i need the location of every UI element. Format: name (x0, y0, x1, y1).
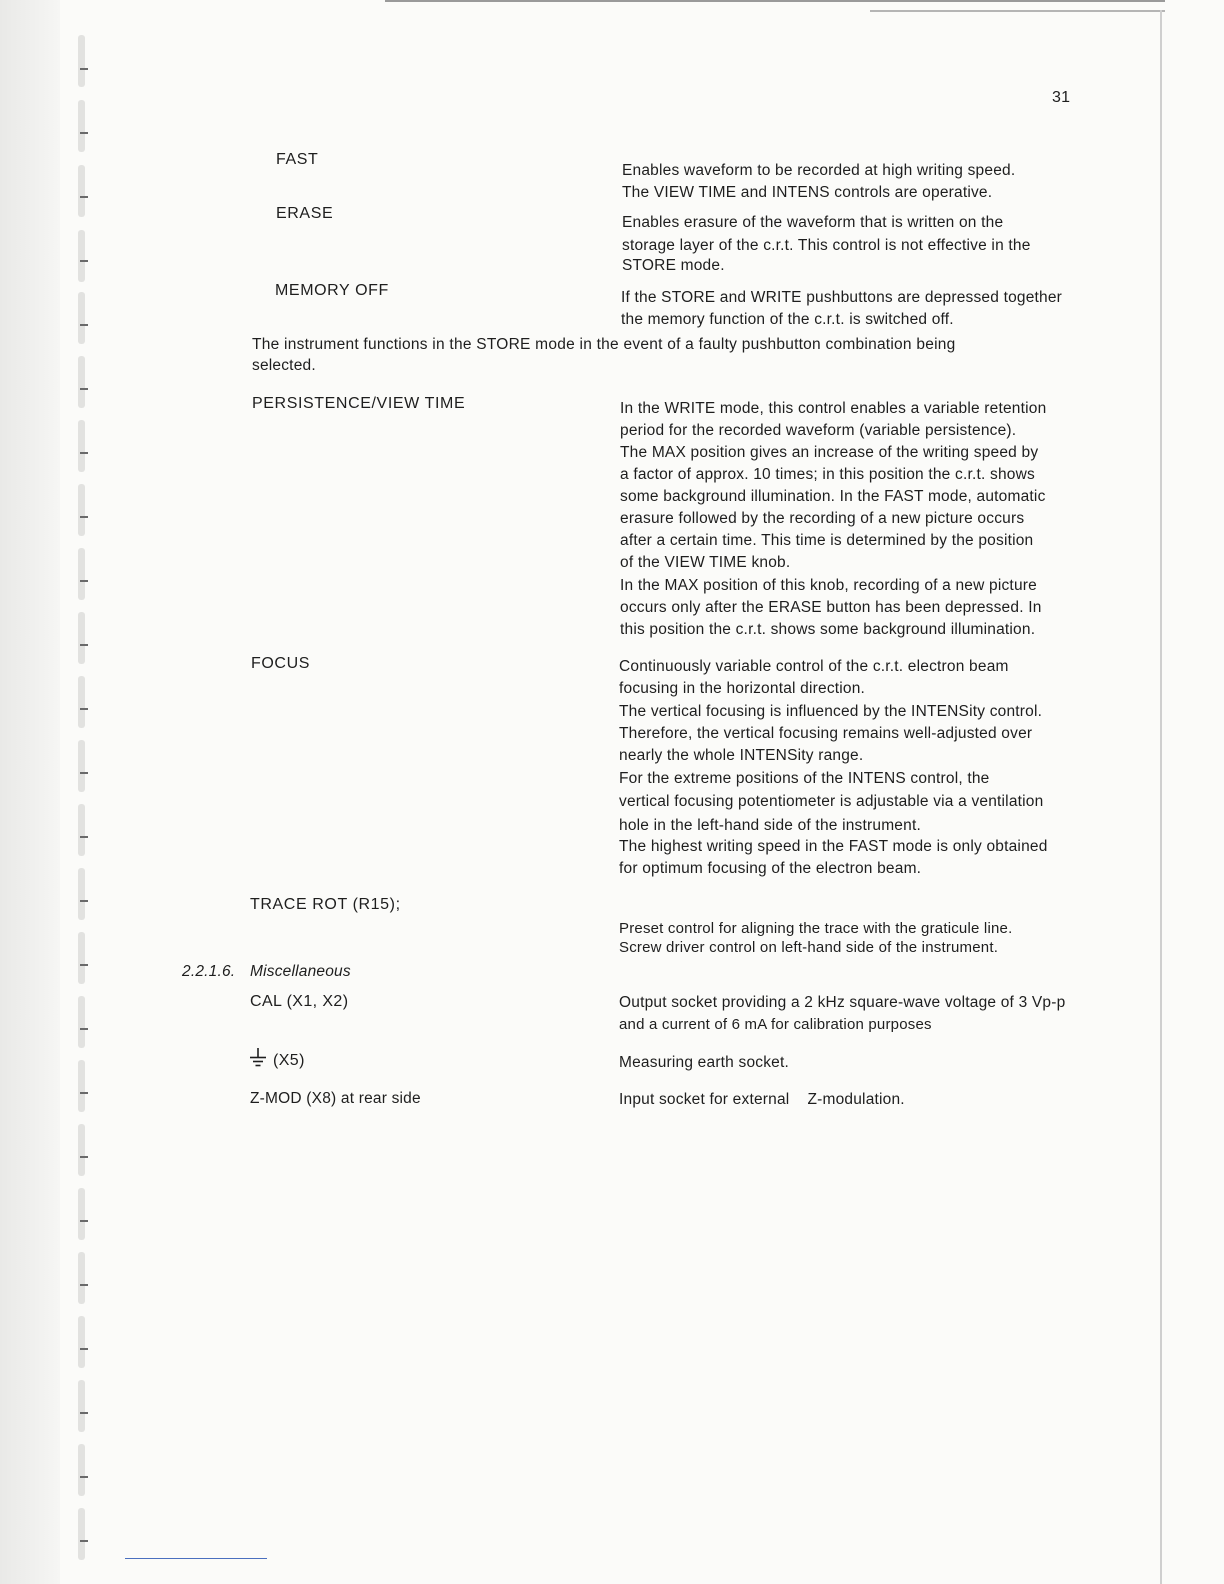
item-desc-line: storage layer of the c.r.t. This control is not effective in the (622, 237, 1031, 254)
binding-tick (80, 1348, 88, 1350)
item-label-earth: (X5) (273, 1052, 305, 1069)
binding-tick (80, 196, 88, 198)
binding-tick (80, 260, 88, 262)
item-desc-line: The VIEW TIME and INTENS controls are operative. (622, 184, 993, 201)
item-desc-line: If the STORE and WRITE pushbuttons are depressed together (621, 289, 1063, 306)
binding-hole (78, 740, 85, 792)
binding-tick (80, 964, 88, 966)
binding-hole (78, 356, 85, 408)
binding-tick (80, 452, 88, 454)
item-desc-line: Preset control for aligning the trace with the graticule line. (619, 920, 1013, 937)
binding-tick (80, 1412, 88, 1414)
item-label-z-mod: Z-MOD (X8) at rear side (250, 1090, 421, 1107)
bottom-rule (125, 1558, 267, 1559)
item-label-persistence: PERSISTENCE/VIEW TIME (252, 395, 466, 412)
item-desc-line: after a certain time. This time is determined by the position (620, 532, 1034, 549)
item-desc-line: For the extreme positions of the INTENS control, the (619, 770, 990, 787)
binding-tick (80, 1220, 88, 1222)
item-desc-line: Enables erasure of the waveform that is written on the (622, 214, 1004, 231)
item-label-erase: ERASE (276, 205, 334, 222)
binding-tick (80, 132, 88, 134)
binding-tick (80, 580, 88, 582)
item-desc-line: focusing in the horizontal direction. (619, 680, 866, 697)
fault-note-line: selected. (252, 357, 316, 374)
binding-tick (80, 1476, 88, 1478)
item-label-cal: CAL (X1, X2) (250, 993, 349, 1010)
binding-tick (80, 900, 88, 902)
item-desc-line: some background illumination. In the FAST mode, automatic (620, 488, 1046, 505)
binding-hole (78, 1252, 85, 1304)
binding-tick (80, 1092, 88, 1094)
item-desc-line: Screw driver control on left-hand side of the instrument. (619, 939, 999, 956)
top-rule-secondary (870, 10, 1165, 12)
item-label-trace-rot: TRACE ROT (R15); (250, 896, 401, 913)
binding-tick (80, 324, 88, 326)
fault-note-line: The instrument functions in the STORE mode in the event of a faulty pushbutton combination being (252, 336, 956, 353)
binding-tick (80, 1156, 88, 1158)
item-desc-line: and a current of 6 mA for calibration purposes (619, 1016, 932, 1033)
item-desc-line: vertical focusing potentiometer is adjustable via a ventilation (619, 793, 1044, 810)
section-title: Miscellaneous (250, 963, 351, 980)
item-desc-line: occurs only after the ERASE button has been depressed. In (620, 599, 1042, 616)
item-label-memory-off: MEMORY OFF (275, 282, 389, 299)
item-desc-line: Enables waveform to be recorded at high writing speed. (622, 162, 1016, 179)
binding-hole (78, 230, 85, 282)
binding-hole (78, 35, 85, 87)
section-number: 2.2.1.6. (182, 963, 236, 980)
binding-tick (80, 708, 88, 710)
item-desc-line: In the MAX position of this knob, recording of a new picture (620, 577, 1037, 594)
item-desc-line: Therefore, the vertical focusing remains well-adjusted over (619, 725, 1033, 742)
item-desc-line: STORE mode. (622, 257, 725, 274)
item-label-fast: FAST (276, 151, 319, 168)
binding-hole (78, 420, 85, 472)
item-desc-line: In the WRITE mode, this control enables a variable retention (620, 400, 1047, 417)
binding-hole (78, 804, 85, 856)
binding-hole (78, 292, 85, 344)
top-rule (385, 0, 1165, 2)
binding-tick (80, 1540, 88, 1542)
binding-hole (78, 932, 85, 984)
binding-hole (78, 1444, 85, 1496)
item-desc-line: The MAX position gives an increase of the writing speed by (620, 444, 1039, 461)
item-desc-line: a factor of approx. 10 times; in this position the c.r.t. shows (620, 466, 1035, 483)
earth-ground-icon (250, 1048, 266, 1068)
binding-tick (80, 836, 88, 838)
binding-tick (80, 772, 88, 774)
item-desc-line: this position the c.r.t. shows some background illumination. (620, 621, 1036, 638)
binding-hole (78, 165, 85, 217)
binding-hole (78, 1188, 85, 1240)
binding-tick (80, 644, 88, 646)
item-desc-line: of the VIEW TIME knob. (620, 554, 791, 571)
binding-tick (80, 1028, 88, 1030)
binding-tick (80, 1284, 88, 1286)
binding-hole (78, 1316, 85, 1368)
binding-hole (78, 868, 85, 920)
binding-hole (78, 612, 85, 664)
item-desc-line: The vertical focusing is influenced by the INTENSity control. (619, 703, 1043, 720)
binding-tick (80, 516, 88, 518)
item-desc-line: period for the recorded waveform (variable persistence). (620, 422, 1017, 439)
binding-hole (78, 484, 85, 536)
item-desc-line: hole in the left-hand side of the instrument. (619, 817, 921, 834)
item-desc-line: Measuring earth socket. (619, 1054, 790, 1071)
item-desc-line: Continuously variable control of the c.r.t. electron beam (619, 658, 1009, 675)
item-desc-line: Input socket for external Z-modulation. (619, 1091, 905, 1108)
binding-margin (0, 0, 60, 1584)
binding-tick (80, 68, 88, 70)
item-desc-line: erasure followed by the recording of a new picture occurs (620, 510, 1025, 527)
item-label-focus: FOCUS (251, 655, 310, 672)
binding-hole (78, 1508, 85, 1560)
item-desc-line: the memory function of the c.r.t. is switched off. (621, 311, 954, 328)
item-desc-line: The highest writing speed in the FAST mode is only obtained (619, 838, 1048, 855)
page-edge (1160, 10, 1162, 1584)
binding-hole (78, 996, 85, 1048)
binding-hole (78, 548, 85, 600)
binding-hole (78, 676, 85, 728)
binding-hole (78, 1380, 85, 1432)
binding-hole (78, 1124, 85, 1176)
binding-tick (80, 388, 88, 390)
item-desc-line: for optimum focusing of the electron beam. (619, 860, 922, 877)
page-number: 31 (1052, 89, 1071, 106)
item-desc-line: nearly the whole INTENSity range. (619, 747, 864, 764)
item-desc-line: Output socket providing a 2 kHz square-wave voltage of 3 Vp-p (619, 994, 1066, 1011)
binding-hole (78, 100, 85, 152)
binding-hole (78, 1060, 85, 1112)
